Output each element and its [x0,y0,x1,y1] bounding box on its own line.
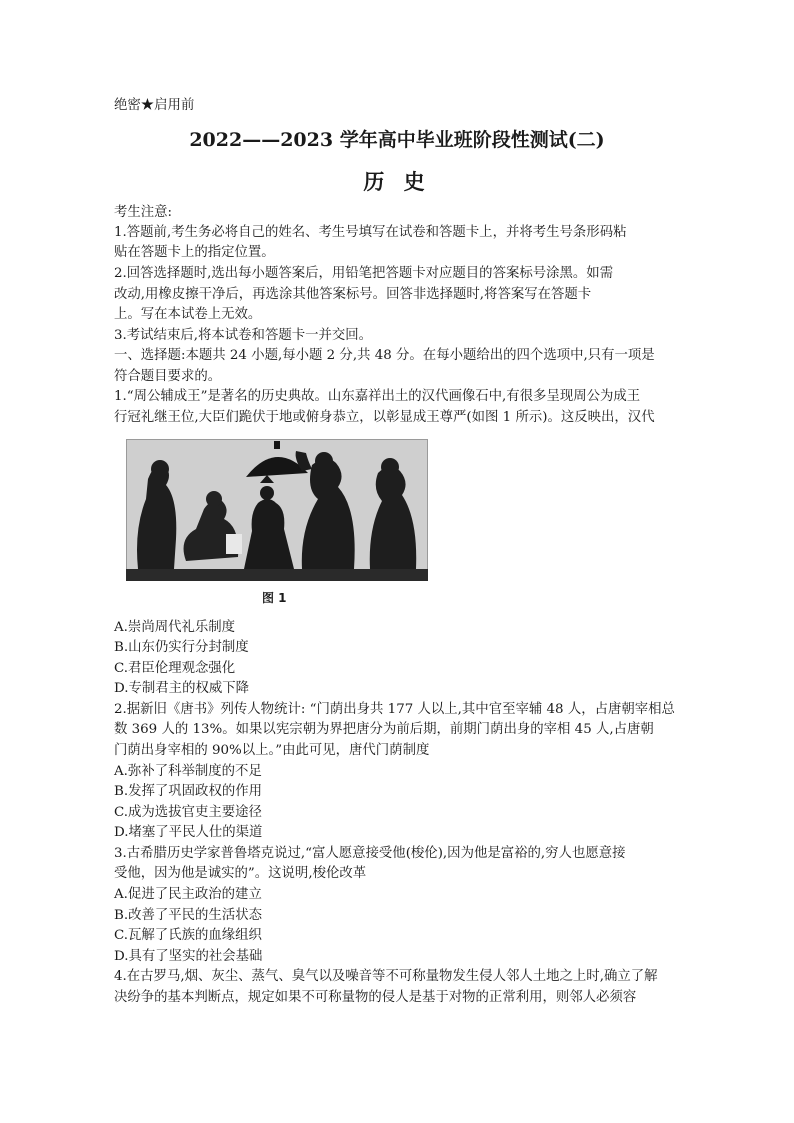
option-a: A.崇尚周代礼乐制度 [114,620,236,635]
secret-mark: 绝密★启用前 [114,98,195,113]
figure-caption: 图 1 [262,591,287,605]
option-b: B.发挥了巩固政权的作用 [114,784,263,799]
subject-title: 历 史 [363,169,431,194]
option-a: A.弥补了科举制度的不足 [114,764,262,779]
figure-stone-relief-image [126,439,428,581]
option-c: C.君臣伦理观念强化 [114,661,236,676]
question-stem: 行冠礼继王位,大臣们跪伏于地或俯身恭立，以彰显成王尊严(如图 1 所示)。这反映出，汉代 [114,410,655,425]
exam-title: 2022——2023 学年高中毕业班阶段性测试(二) [189,129,605,151]
option-d: D.具有了坚实的社会基础 [114,949,263,964]
option-c: C.成为选拔官吏主要途径 [114,805,262,820]
question-stem: 4.在古罗马,烟、灰尘、蒸气、臭气以及噪音等不可称量物发生侵人邻人土地之上时,确立了解 [114,969,658,984]
section-heading: 一、选择题:本题共 24 小题,每小题 2 分,共 48 分。在每小题给出的四个选项中,只有一项是 [114,348,655,363]
option-d: D.专制君主的权威下降 [114,681,250,696]
notice-line: 改动,用橡皮擦干净后，再选涂其他答案标号。回答非选择题时,将答案写在答题卡 [114,287,592,302]
option-a: A.促进了民主政治的建立 [114,887,262,902]
question-stem: 2.据新旧《唐书》列传人物统计: “门荫出身共 177 人以上,其中官至宰辅 48 人，占唐朝宰相总 [114,702,675,717]
option-c: C.瓦解了氏族的血缘组织 [114,928,262,943]
question-stem: 3.古希腊历史学家普鲁塔克说过,“富人愿意接受他(梭伦),因为他是富裕的,穷人也愿意接 [114,846,626,861]
notice-heading: 考生注意: [114,205,173,220]
notice-line: 3.考试结束后,将本试卷和答题卡一并交回。 [114,328,373,343]
notice-line: 上。写在本试卷上无效。 [114,307,262,322]
question-stem: 受他，因为他是诚实的”。这说明,梭伦改革 [114,866,367,881]
option-b: B.山东仍实行分封制度 [114,640,249,655]
section-heading: 符合题目要求的。 [114,369,222,384]
notice-line: 1.答题前,考生务必将自己的姓名、考生号填写在试卷和答题卡上，并将考生号条形码粘 [114,225,627,240]
question-stem: 决纷争的基本判断点，规定如果不可称量物的侵人是基于对物的正常利用，则邻人必须容 [114,990,637,1005]
question-stem: 门荫出身宰相的 90%以上。”由此可见，唐代门荫制度 [114,743,430,758]
notice-line: 贴在答题卡上的指定位置。 [114,245,275,260]
stone-relief-illustration [126,439,428,581]
option-b: B.改善了平民的生活状态 [114,908,263,923]
question-stem: 数 369 人的 13%。如果以宪宗朝为界把唐分为前后期，前期门荫出身的宰相 45 人,占唐朝 [114,722,654,737]
question-stem: 1.“周公辅成王”是著名的历史典故。山东嘉祥出土的汉代画像石中,有很多呈现周公为成王 [114,389,641,404]
option-d: D.堵塞了平民人仕的渠道 [114,825,263,840]
notice-line: 2.回答选择题时,选出每小题答案后，用铅笔把答题卡对应题目的答案标号涂黑。如需 [114,266,614,281]
